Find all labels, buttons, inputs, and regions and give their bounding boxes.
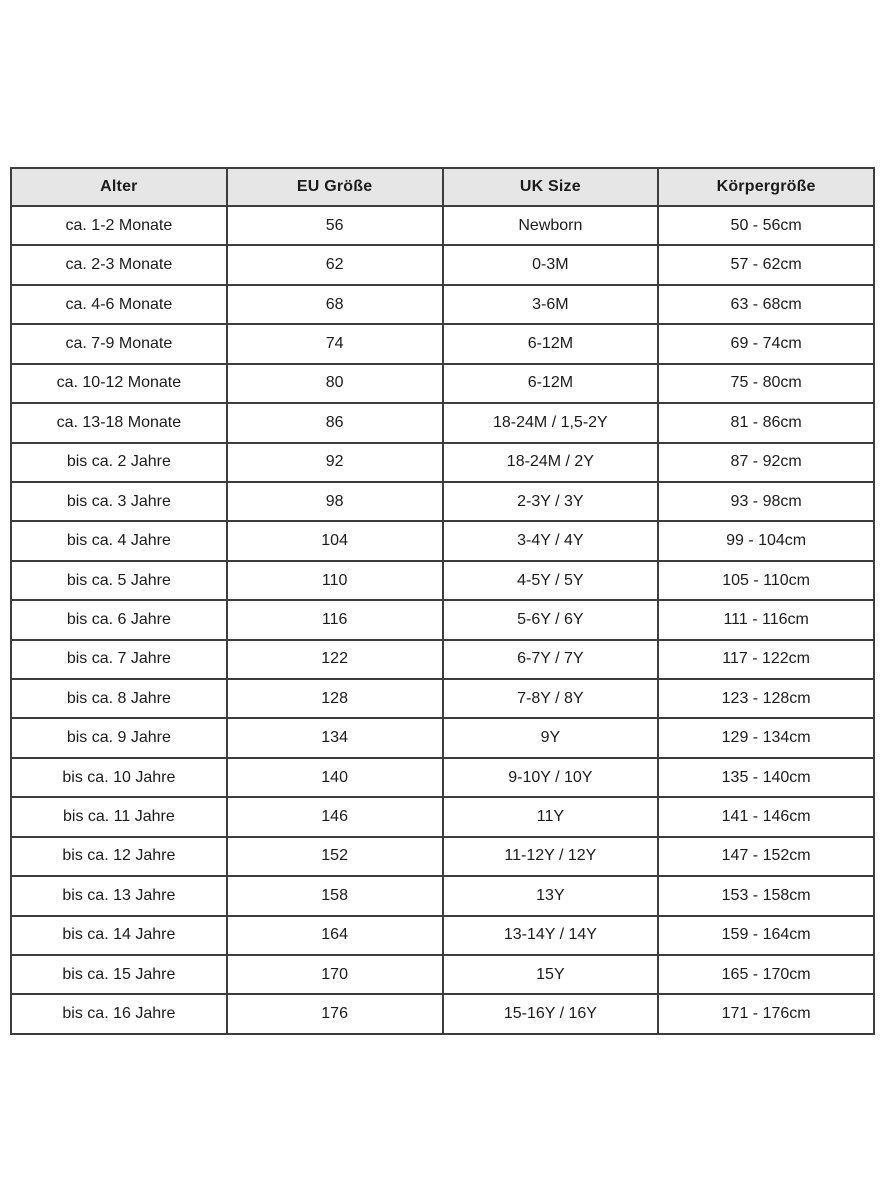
table-cell: 62: [227, 245, 443, 284]
table-row: [11, 364, 874, 403]
table-cell: 123 - 128cm: [658, 679, 874, 718]
table-cell: 98: [227, 482, 443, 521]
table-cell: bis ca. 11 Jahre: [11, 797, 227, 836]
table-cell: 18-24M / 1,5-2Y: [443, 403, 659, 442]
table-cell: ca. 7-9 Monate: [11, 324, 227, 363]
table-row: [11, 640, 874, 679]
table-cell: 0-3M: [443, 245, 659, 284]
header-cell-uk-size: UK Size: [443, 168, 659, 206]
table-cell: bis ca. 16 Jahre: [11, 994, 227, 1034]
table-cell: 11Y: [443, 797, 659, 836]
table-cell: bis ca. 6 Jahre: [11, 600, 227, 639]
table-row: [11, 916, 874, 955]
table-cell: bis ca. 3 Jahre: [11, 482, 227, 521]
table-cell: 110: [227, 561, 443, 600]
table-cell: 140: [227, 758, 443, 797]
table-cell: 104: [227, 521, 443, 560]
table-row: [11, 718, 874, 757]
table-cell: 11-12Y / 12Y: [443, 837, 659, 876]
table-row: [11, 955, 874, 994]
header-row: [11, 168, 874, 206]
table-cell: 13-14Y / 14Y: [443, 916, 659, 955]
header-cell-eu-groesse: EU Größe: [227, 168, 443, 206]
table-row: [11, 876, 874, 915]
table-cell: 86: [227, 403, 443, 442]
table-cell: 141 - 146cm: [658, 797, 874, 836]
table-cell: bis ca. 12 Jahre: [11, 837, 227, 876]
table-cell: 93 - 98cm: [658, 482, 874, 521]
table-cell: 7-8Y / 8Y: [443, 679, 659, 718]
table-cell: 147 - 152cm: [658, 837, 874, 876]
table-cell: 6-7Y / 7Y: [443, 640, 659, 679]
table-cell: 9Y: [443, 718, 659, 757]
table-cell: 50 - 56cm: [658, 206, 874, 245]
table-cell: bis ca. 5 Jahre: [11, 561, 227, 600]
table-cell: bis ca. 8 Jahre: [11, 679, 227, 718]
table-cell: 69 - 74cm: [658, 324, 874, 363]
table-cell: Newborn: [443, 206, 659, 245]
table-row: [11, 600, 874, 639]
table-row: [11, 206, 874, 245]
table-cell: 80: [227, 364, 443, 403]
table-row: [11, 837, 874, 876]
table-cell: 68: [227, 285, 443, 324]
table-cell: 5-6Y / 6Y: [443, 600, 659, 639]
table-row: [11, 285, 874, 324]
table-cell: 56: [227, 206, 443, 245]
table-cell: 129 - 134cm: [658, 718, 874, 757]
table-cell: 6-12M: [443, 324, 659, 363]
table-cell: 2-3Y / 3Y: [443, 482, 659, 521]
table-cell: 4-5Y / 5Y: [443, 561, 659, 600]
table-cell: 158: [227, 876, 443, 915]
table-cell: 15Y: [443, 955, 659, 994]
table-cell: 122: [227, 640, 443, 679]
table-cell: 18-24M / 2Y: [443, 443, 659, 482]
table-header: [11, 168, 874, 206]
table-cell: 15-16Y / 16Y: [443, 994, 659, 1034]
table-row: [11, 403, 874, 442]
table-cell: ca. 10-12 Monate: [11, 364, 227, 403]
table-cell: bis ca. 2 Jahre: [11, 443, 227, 482]
header-cell-alter: Alter: [11, 168, 227, 206]
table-cell: bis ca. 10 Jahre: [11, 758, 227, 797]
table-cell: 159 - 164cm: [658, 916, 874, 955]
table-cell: 171 - 176cm: [658, 994, 874, 1034]
table-cell: 152: [227, 837, 443, 876]
table-cell: 164: [227, 916, 443, 955]
table-cell: 111 - 116cm: [658, 600, 874, 639]
table-cell: 153 - 158cm: [658, 876, 874, 915]
table-row: [11, 245, 874, 284]
table-cell: 116: [227, 600, 443, 639]
table-cell: bis ca. 14 Jahre: [11, 916, 227, 955]
table-cell: ca. 2-3 Monate: [11, 245, 227, 284]
table-cell: 99 - 104cm: [658, 521, 874, 560]
table-cell: 134: [227, 718, 443, 757]
header-cell-koerpergroesse: Körpergröße: [658, 168, 874, 206]
table-row: [11, 482, 874, 521]
table-body: [11, 206, 874, 1034]
table-cell: 87 - 92cm: [658, 443, 874, 482]
table-cell: 81 - 86cm: [658, 403, 874, 442]
table-row: [11, 758, 874, 797]
table-cell: 63 - 68cm: [658, 285, 874, 324]
table-cell: 9-10Y / 10Y: [443, 758, 659, 797]
table-cell: 170: [227, 955, 443, 994]
table-cell: 6-12M: [443, 364, 659, 403]
table-cell: 165 - 170cm: [658, 955, 874, 994]
table-cell: 75 - 80cm: [658, 364, 874, 403]
table-cell: 92: [227, 443, 443, 482]
table-cell: 57 - 62cm: [658, 245, 874, 284]
table-cell: 105 - 110cm: [658, 561, 874, 600]
table-cell: ca. 13-18 Monate: [11, 403, 227, 442]
table-cell: 74: [227, 324, 443, 363]
table-cell: bis ca. 9 Jahre: [11, 718, 227, 757]
table-cell: 3-4Y / 4Y: [443, 521, 659, 560]
table-cell: ca. 4-6 Monate: [11, 285, 227, 324]
table-cell: 117 - 122cm: [658, 640, 874, 679]
table-cell: bis ca. 15 Jahre: [11, 955, 227, 994]
table-row: [11, 521, 874, 560]
size-chart-table: [10, 167, 875, 1035]
table-cell: 176: [227, 994, 443, 1034]
table-row: [11, 324, 874, 363]
table-cell: 135 - 140cm: [658, 758, 874, 797]
table-cell: ca. 1-2 Monate: [11, 206, 227, 245]
table-row: [11, 994, 874, 1034]
table-cell: 146: [227, 797, 443, 836]
table-cell: bis ca. 13 Jahre: [11, 876, 227, 915]
table-row: [11, 679, 874, 718]
table-cell: bis ca. 7 Jahre: [11, 640, 227, 679]
table-row: [11, 797, 874, 836]
table-cell: 3-6M: [443, 285, 659, 324]
table-cell: bis ca. 4 Jahre: [11, 521, 227, 560]
table-cell: 13Y: [443, 876, 659, 915]
table-cell: 128: [227, 679, 443, 718]
table-row: [11, 561, 874, 600]
table-row: [11, 443, 874, 482]
